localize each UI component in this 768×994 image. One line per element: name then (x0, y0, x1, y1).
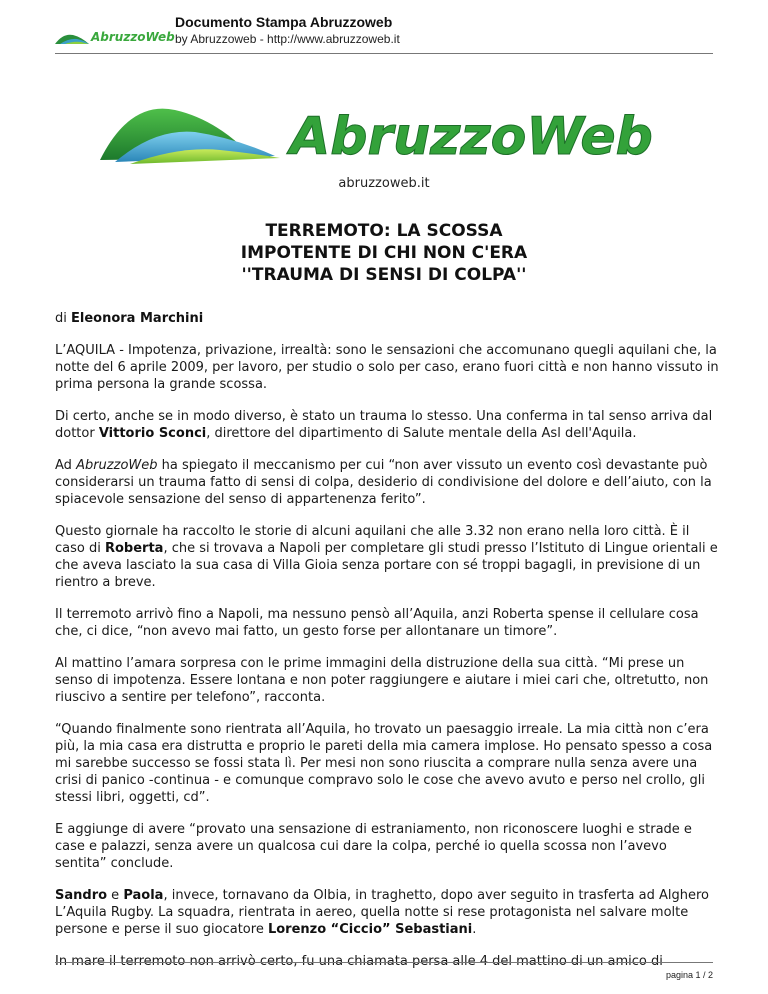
small-logo-text: AbruzzoWeb (91, 30, 175, 44)
p9-and: e (107, 888, 124, 903)
paragraph-7: “Quando finalmente sono rientrata all’Aquila, ho trovato un paesaggio irreale. La mia città non c’era più, la mia casa era distrutta e proprio le pareti della mia camera implose. Ho pensato spesso a cosa mi sarebbe successo se fossi stata lì. Per mesi non sono riuscita a comprare nulla senza avere una crisi di panico -continua - e comunque compravo solo le cose che avevo avuto e perso nel crollo, gli stessi libri, oggetti, cd”. (55, 722, 713, 805)
paragraph-8: E aggiunge di avere “provato una sensazione di estraniamento, non riconoscere luoghi e strade e case e palazzi, senza avere un qualcosa cui dare la colpa, perché io quella scossa non l’avevo sentita” conclude. (55, 822, 692, 871)
p2-text-b: , direttore del dipartimento di Salute mentale della Asl dell'Aquila. (206, 426, 637, 441)
p9-text-a: , invece, tornavano da Olbia, in traghetto, dopo aver seguito in trasferta ad Alghero L’Aquila Rugby. La squadra, rientrata in aereo, quella notte si rese protagonista nel salvare molte persone e perse il suo giocatore (55, 888, 709, 937)
paragraph-9 (55, 887, 720, 938)
p9-name-1: Sandro (55, 888, 108, 903)
header-subtitle: by Abruzzoweb - http://www.abruzzoweb.it (175, 32, 400, 46)
header-divider (55, 53, 713, 54)
byline-prefix: di (55, 311, 71, 326)
title-line-1: TERREMOTO: LA SCOSSA (265, 221, 503, 241)
paragraph-2 (55, 408, 720, 442)
paragraph-1: L’AQUILA - Impotenza, privazione, irrealtà: sono le sensazioni che accomunano quegli aquilani che, la notte del 6 aprile 2009, per lavoro, per studio o solo per caso, erano fuori città e non hanno vissuto in prima persona la grande scossa. (55, 343, 719, 392)
p3-text-a: Ad (55, 458, 77, 473)
byline (55, 310, 720, 327)
p9-name-3: Lorenzo “Ciccio” Sebastiani (267, 922, 473, 937)
p4-text-a: Questo giornale ha raccolto le storie di alcuni aquilani che alle 3.32 non erano nella loro città. È il caso di (55, 524, 690, 556)
author-name: Eleonora Marchini (71, 311, 204, 326)
document-header (55, 14, 713, 54)
page-number: pagina 1 / 2 (665, 970, 713, 980)
p4-text-b: , che si trovava a Napoli per completare gli studi presso l’Istituto di Lingue orientali e che aveva lasciato la sua casa di Villa Gioia senza portare con sé troppi bagagli, in previsione di un rientro a breve. (55, 541, 718, 590)
paragraph-4 (55, 523, 720, 591)
article-body (55, 310, 720, 985)
p9-name-2: Paola (123, 888, 164, 903)
paragraph-10: In mare il terremoto non arrivò certo, fu una chiamata persa alle 4 del mattino di un amico di (55, 954, 663, 969)
title-line-2: IMPOTENTE DI CHI NON C'ERA (240, 243, 528, 263)
p2-text-a: Di certo, anche se in modo diverso, è stato un trauma lo stesso. Una conferma in tal senso arriva dal dottor (55, 409, 713, 441)
site-caption: abruzzoweb.it (338, 176, 430, 191)
p2-name: Vittorio Sconci (98, 426, 207, 441)
title-line-3: ''TRAUMA DI SENSI DI COLPA'' (241, 265, 527, 285)
p4-name: Roberta (104, 541, 164, 556)
abruzzoweb-small-logo (55, 24, 175, 46)
paragraph-3 (55, 457, 720, 508)
paragraph-5: Il terremoto arrivò fino a Napoli, ma nessuno pensò all’Aquila, anzi Roberta spense il cellulare cosa che, ci dice, “non avevo mai fatto, un gesto forse per allontanare un timore”. (55, 607, 699, 639)
logo-text: AbruzzoWeb (290, 107, 653, 167)
paragraph-6: Al mattino l’amara sorpresa con le prime immagini della distruzione della sua città. “Mi prese un senso di impotenza. Essere lontana e non poter raggiungere e aiutare i miei cari che, oltretutto, non riuscivo a sentire per telefono”, racconta. (55, 656, 709, 705)
article-title (134, 220, 634, 286)
p3-text-b: ha spiegato il meccanismo per cui “non aver vissuto un evento così devastante può considerarsi un trauma fatto di sensi di colpa, desiderio di condivisione del dolore e dell’aiuto, con la spiacevole sensazione del senso di appartenenza ferito”. (55, 458, 712, 507)
footer-divider (55, 962, 713, 963)
header-title: Documento Stampa Abruzzoweb (175, 14, 393, 30)
p3-italic: AbruzzoWeb (76, 458, 158, 473)
p9-text-b: . (472, 922, 477, 937)
